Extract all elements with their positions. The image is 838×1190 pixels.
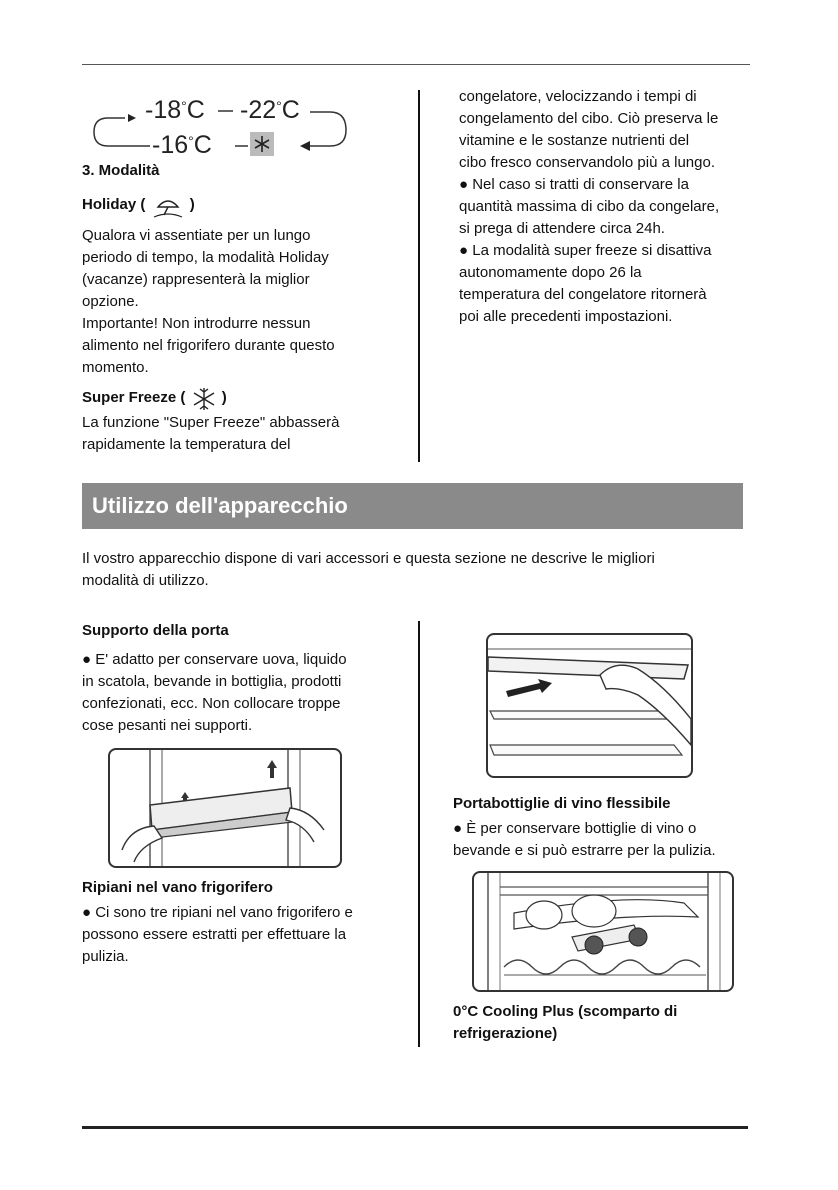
section-title: Utilizzo dell'apparecchio bbox=[82, 483, 743, 529]
bottom-rule bbox=[82, 1126, 748, 1129]
text-line: quantità massima di cibo da congelare, bbox=[459, 198, 720, 215]
text-line: autonomamente dopo 26 la bbox=[459, 264, 642, 281]
umbrella-icon bbox=[150, 195, 186, 215]
text-line: confezionati, ecc. Non collocare troppe bbox=[82, 695, 341, 712]
text-line: refrigerazione) bbox=[453, 1025, 558, 1042]
text-line: Qualora vi assentiate per un lungo bbox=[82, 227, 311, 244]
wine-rack-illustration bbox=[472, 871, 734, 992]
text-line: ● Ci sono tre ripiani nel vano frigorifero e bbox=[82, 904, 353, 921]
text-line: modalità di utilizzo. bbox=[82, 572, 209, 589]
shelves-title: Ripiani nel vano frigorifero bbox=[82, 879, 273, 896]
shelf-illustration bbox=[486, 633, 693, 778]
text-line: possono essere estratti per effettuare la bbox=[82, 926, 347, 943]
text-line: si prega di attendere circa 24h. bbox=[459, 220, 665, 237]
text-line: pulizia. bbox=[82, 948, 129, 965]
text-line: periodo di tempo, la modalità Holiday bbox=[82, 249, 329, 266]
superfreeze-continued-text bbox=[459, 86, 719, 328]
text-line: cose pesanti nei supporti. bbox=[82, 717, 253, 734]
superfreeze-text bbox=[82, 412, 339, 456]
superfreeze-title: Super Freeze ( ) bbox=[82, 386, 227, 410]
text-line: cibo fresco conservandolo più a lungo. bbox=[459, 154, 715, 171]
text-line: momento. bbox=[82, 359, 149, 376]
text-line: Il vostro apparecchio dispone di vari accessori e questa sezione ne descrive le migliori bbox=[82, 550, 655, 567]
text-line: (vacanze) rappresenterà la miglior bbox=[82, 271, 310, 288]
text-line: ● La modalità super freeze si disattiva bbox=[459, 242, 712, 259]
text-line: congelatore, velocizzando i tempi di bbox=[459, 88, 697, 105]
door-support-text bbox=[82, 649, 347, 737]
temp-minus-16: -16°C bbox=[152, 131, 212, 159]
column-divider-top bbox=[418, 90, 420, 462]
door-bin-illustration bbox=[108, 748, 342, 868]
text-line: ● E' adatto per conservare uova, liquido bbox=[82, 651, 347, 668]
text-line: 0°C Cooling Plus (scomparto di bbox=[453, 1003, 678, 1020]
temp-minus-18: -18°C bbox=[145, 96, 205, 124]
holiday-text bbox=[82, 225, 335, 379]
text-line: Importante! Non introdurre nessun bbox=[82, 315, 311, 332]
snowflake-icon bbox=[190, 386, 218, 410]
text-line: ● Nel caso si tratti di conservare la bbox=[459, 176, 689, 193]
snowflake-icon bbox=[250, 132, 274, 156]
text-line: temperatura del congelatore ritornerà bbox=[459, 286, 707, 303]
cycle-arrows bbox=[90, 90, 360, 160]
section-intro bbox=[82, 548, 655, 592]
text-line: opzione. bbox=[82, 293, 139, 310]
temp-minus-22: -22°C bbox=[240, 96, 300, 124]
text-line: alimento nel frigorifero durante questo bbox=[82, 337, 335, 354]
shelves-text bbox=[82, 902, 353, 968]
wine-rack-title: Portabottiglie di vino flessibile bbox=[453, 795, 671, 812]
text-line: La funzione "Super Freeze" abbasserà bbox=[82, 414, 340, 431]
modes-heading: 3. Modalità bbox=[82, 162, 160, 179]
wine-rack-text bbox=[453, 818, 716, 862]
text-line: in scatola, bevande in bottiglia, prodotti bbox=[82, 673, 342, 690]
text-line: vitamine e le sostanze nutrienti del bbox=[459, 132, 690, 149]
text-line: ● È per conservare bottiglie di vino o bbox=[453, 820, 697, 837]
cooling-plus-title bbox=[453, 1001, 677, 1045]
column-divider-bottom bbox=[418, 621, 420, 1047]
holiday-title: Holiday ( ) bbox=[82, 194, 195, 216]
text-line: rapidamente la temperatura del bbox=[82, 436, 291, 453]
text-line: congelamento del cibo. Ciò preserva le bbox=[459, 110, 719, 127]
text-line: bevande e si può estrarre per la pulizia. bbox=[453, 842, 716, 859]
door-support-title: Supporto della porta bbox=[82, 622, 229, 639]
top-rule bbox=[82, 64, 750, 65]
text-line: poi alle precedenti impostazioni. bbox=[459, 308, 673, 325]
temperature-cycle-diagram bbox=[90, 90, 360, 160]
